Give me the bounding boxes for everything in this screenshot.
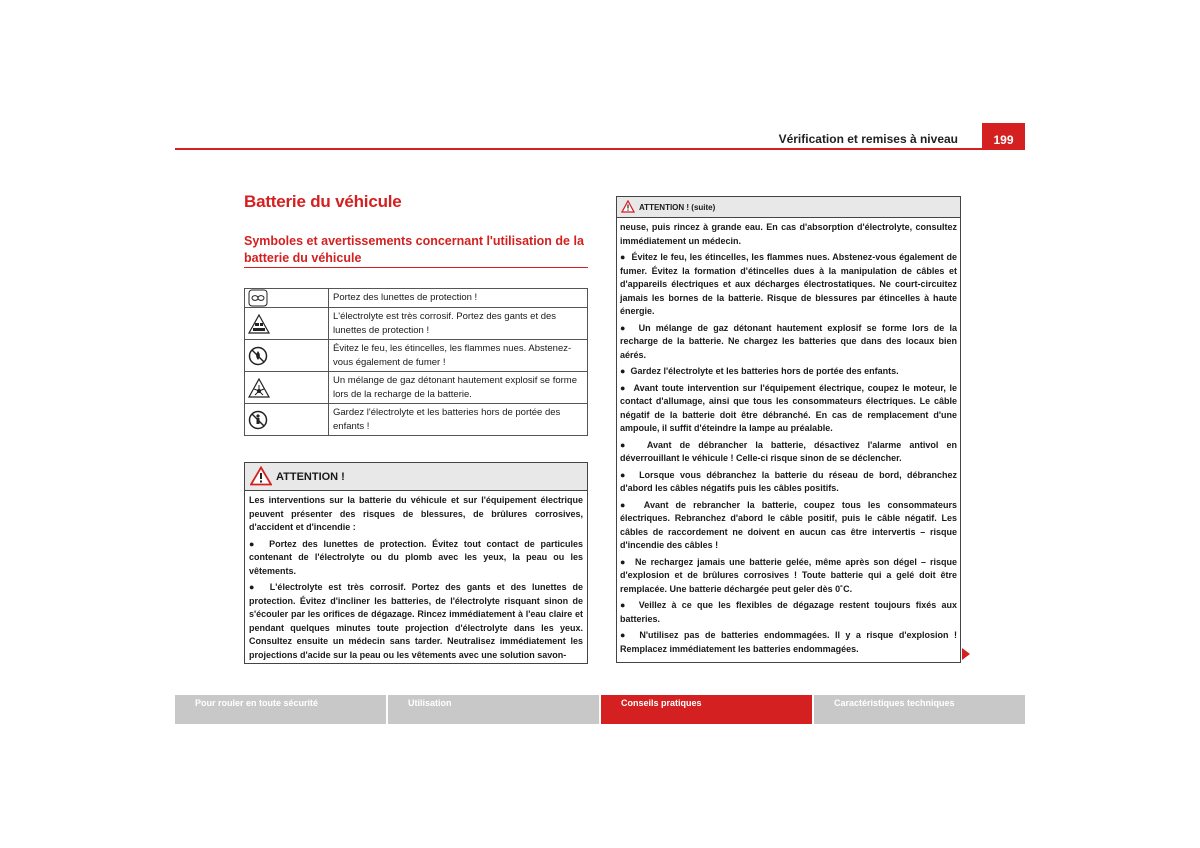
- explosive-icon: [248, 378, 270, 398]
- list-item: ● Veillez à ce que les flexibles de dégazage restent toujours fixés aux batteries.: [620, 600, 958, 624]
- bullet-icon: ●: [620, 322, 639, 333]
- symbol-cell: [245, 308, 329, 340]
- list-item: ● Lorsque vous débranchez la batterie du réseau de bord, débranchez d'abord les câbles négatifs puis les câbles positifs.: [620, 469, 957, 493]
- list-item: ● Avant de débrancher la batterie, désactivez l'alarme antivol en déverrouillant le véhicule ! Celle-ci risque sinon de se déclencher.: [620, 439, 957, 463]
- bullet-icon: ●: [620, 630, 640, 640]
- symbol-description: Portez des lunettes de protection !: [329, 289, 588, 308]
- table-row: [245, 340, 588, 372]
- footer-tab-usage[interactable]: Utilisation: [388, 695, 599, 724]
- footer-tab-practical-tips[interactable]: Conseils pratiques: [601, 695, 812, 724]
- header-divider: [175, 148, 1025, 150]
- warning-triangle-icon: [250, 466, 272, 486]
- symbol-description: Évitez le feu, les étincelles, les flammes nues. Abstenez-vous également de fumer !: [329, 340, 588, 372]
- list-item: ● L'électrolyte est très corrosif. Portez des gants et des lunettes de protection. Évitez d'incliner les batteries, de l'électrolyte risquant sinon de s'écouler par les orifices de dégazage. Rincez immédiatement à l'eau claire et pendant quelques minutes toute projection d'électrolyte dans les yeux. Consultez ensuite un médecin sans tarder. Neutralisez immédiatement les projections d'acide sur la peau ou les vêtements avec une solution savon-: [249, 582, 584, 660]
- list-item: ● Ne rechargez jamais une batterie gelée, même après son dégel – risque d'explosion et de brûlures corrosives ! Toute batterie qui a gelé doit être remplacée. Une batterie déchargée peut geler dès 0˚C.: [620, 556, 957, 594]
- symbol-description: L'électrolyte est très corrosif. Portez des gants et des lunettes de protection !: [329, 308, 588, 340]
- list-item: ● Portez des lunettes de protection. Évitez tout contact de particules contenant de l'électrolyte ou du plomb avec les yeux, la peau ou les vêtements.: [249, 538, 583, 576]
- table-row: [245, 289, 588, 308]
- footer-nav: [175, 695, 1025, 724]
- warning-triangle-icon: [621, 200, 635, 213]
- symbols-table: [244, 288, 588, 436]
- symbol-cell: [245, 404, 329, 436]
- symbol-cell: [245, 340, 329, 372]
- bullet-icon: ●: [620, 252, 632, 262]
- no-fire-icon: [248, 346, 268, 366]
- symbol-description: Gardez l'électrolyte et les batteries hors de portée des enfants !: [329, 404, 588, 436]
- warning-header: [245, 463, 587, 491]
- symbol-cell: [245, 289, 329, 308]
- list-item: ● N'utilisez pas de batteries endommagées. Il y a risque d'explosion ! Remplacez immédiatement les batteries endommagées.: [620, 630, 957, 654]
- table-row: [245, 372, 588, 404]
- warning-box: [244, 462, 588, 664]
- list-item: ● Avant de rebrancher la batterie, coupez tous les consommateurs électriques. Rebranchez d'abord le câble positif, puis le câble négatif. Les câbles de raccordement ne doivent en aucun cas être intervertis – risque d'incendie des câbles !: [620, 499, 957, 550]
- bullet-icon: ●: [249, 538, 270, 549]
- bullet-icon: ●: [620, 469, 640, 480]
- bullet-icon: ●: [620, 556, 636, 567]
- subtitle-divider: [244, 267, 588, 268]
- bullet-icon: ●: [249, 582, 270, 592]
- symbol-description: Un mélange de gaz détonant hautement explosif se forme lors de la recharge de la batterie.: [329, 372, 588, 404]
- warning-title: ATTENTION !: [276, 471, 345, 483]
- warning-body: [245, 491, 587, 662]
- bullet-icon: ●: [620, 439, 647, 450]
- page-header-title: Vérification et remises à niveau: [778, 132, 958, 146]
- list-item: ● Gardez l'électrolyte et les batteries hors de portée des enfants.: [620, 366, 899, 376]
- bullet-icon: ●: [620, 366, 631, 376]
- page-number: 199: [982, 123, 1025, 149]
- list-item: ● Un mélange de gaz détonant hautement explosif se forme lors de la recharge de la batterie. Ne chargez les batteries que dans des locaux bien aérés.: [620, 322, 958, 360]
- warning-intro: neuse, puis rincez à grande eau. En cas d'absorption d'électrolyte, consultez immédiatement un médecin.: [620, 222, 957, 246]
- section-subtitle: Symboles et avertissements concernant l'utilisation de la batterie du véhicule: [244, 234, 584, 265]
- warning-header: [617, 197, 960, 218]
- list-item: ● Évitez le feu, les étincelles, les flammes nues. Abstenez-vous également de fumer. Évitez la formation d'étincelles dues à la manipulation de câbles et d'appareils électriques et aux décharges électrostatiques. Ne court-circuitez jamais les bornes de la batterie. Risque de blessures par étincelles à haute énergie.: [620, 252, 958, 316]
- footer-tab-safety[interactable]: Pour rouler en toute sécurité: [175, 695, 386, 724]
- bullet-icon: ●: [620, 382, 634, 393]
- list-item: ● Avant toute intervention sur l'équipement électrique, coupez le moteur, le contact d'allumage, ainsi que tous les consommateurs électriques. Le câble négatif de la batterie doit être débranché. En cas de remplacement d'une ampoule, il suffit d'éteindre la lampe au préalable.: [620, 382, 957, 433]
- warning-body: [617, 218, 960, 656]
- footer-tab-technical[interactable]: Caractéristiques techniques: [814, 695, 1025, 724]
- table-row: [245, 308, 588, 340]
- warning-title: ATTENTION ! (suite): [639, 203, 716, 212]
- section-title: Batterie du véhicule: [244, 192, 402, 211]
- warning-box-continued: [616, 196, 961, 663]
- warning-intro: Les interventions sur la batterie du véhicule et sur l'équipement électrique peuvent présenter des risques de blessures, de brûlures corrosives, d'accident et d'incendie :: [249, 495, 583, 532]
- bullet-icon: ●: [620, 499, 644, 510]
- corrosive-icon: [248, 314, 270, 334]
- symbol-cell: [245, 372, 329, 404]
- keep-away-children-icon: [248, 410, 268, 430]
- continue-arrow-icon: [962, 648, 970, 660]
- safety-goggles-icon: [248, 289, 268, 307]
- table-row: [245, 404, 588, 436]
- bullet-icon: ●: [620, 600, 639, 610]
